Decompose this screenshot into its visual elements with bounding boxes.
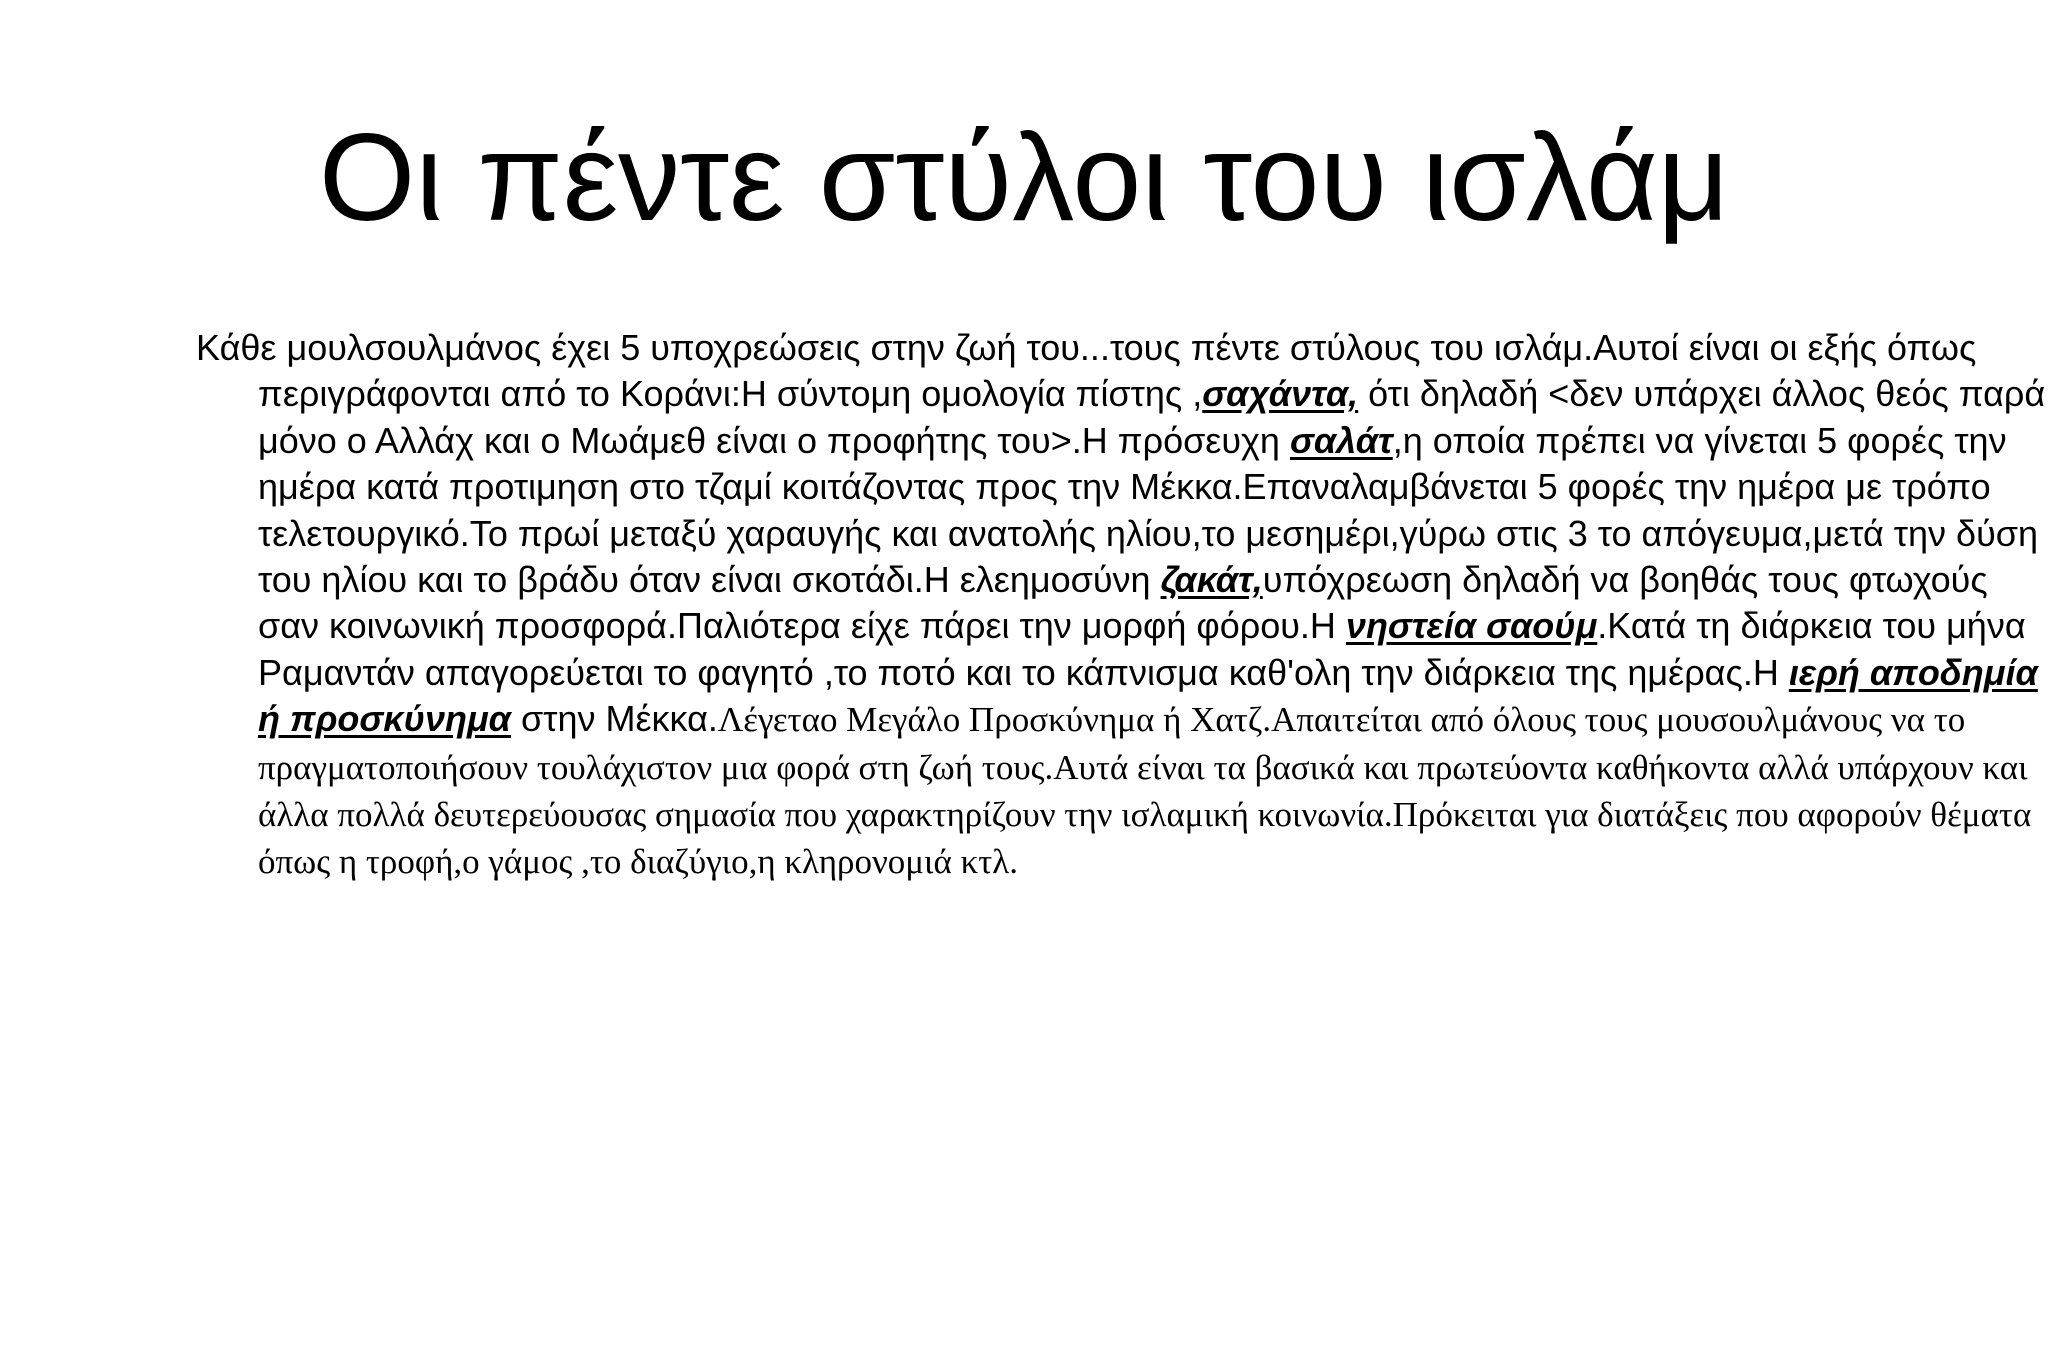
body-text-segment-serif: Λέγεταο Μεγάλο Προσκύνημα ή Χατζ.Απαιτείται από όλους τους μουσουλμάνους να το πραγματοποιήσουν τουλάχιστον μια φορά στη ζωή τους.Αυτά είναι τα βασικά και πρωτεύοντα καθήκοντα αλλά υπάρχουν και άλλα πολλά δευτερεύουσας σημασία που χαρακτηρίζουν την ισλαμική κοινωνία.Πρόκειται για διατάξεις που αφορούν θέματα όπως η τροφή,ο γάμος ,το διαζύγιο,η κληρονομιά κτλ. — [258, 700, 2032, 882]
term-shahada: σαχάντα, — [1202, 373, 1359, 415]
slide-title: Οι πέντε στύλοι του ισλάμ — [318, 109, 1730, 247]
body-text-segment: ότι δηλαδή <δεν υπάρχει άλλος θεός παρά μόνο ο Αλλάχ και ο Μωάμεθ είναι ο προφήτης του>.Η πρόσευχη — [258, 373, 2046, 461]
term-salat: σαλάτ — [1289, 419, 1393, 461]
body-text-segment: υπόχρεωση δηλαδή να βοηθάς τους φτωχούς σαν κοινωνική προσφορά.Παλιότερα είχε πάρει την μορφή φόρου.Η — [258, 559, 1988, 647]
term-sawm: νηστεία σαούμ — [1345, 605, 1598, 647]
term-zakat: ζακάτ, — [1160, 559, 1263, 601]
body-text-segment: Κάθε μουλσουλμάνος έχει 5 υποχρεώσεις στην ζωή του...τους πέντε στύλους του ισλάμ.Αυτοί είναι οι εξής όπως περιγράφονται από το Κοράνι:Η σύντομη ομολογία πίστης , — [196, 327, 1977, 415]
body-text-segment: ,η οποία πρέπει να γίνεται 5 φορές την ημέρα κατά προτιμηση στο τζαμί κοιτάζοντας προς την Μέκκα.Επαναλαμβάνεται 5 φορές την ημέρα με τρόπο τελετουργικό.Το πρωί μεταξύ χαραυγής και ανατολής ηλίου,το μεσημέρι,γύρω στις 3 το απόγευμα,μετά την δύση του ηλίου και το βράδυ όταν είναι σκοτάδι.Η ελεημοσύνη — [258, 419, 2038, 601]
term-hajj: ιερή αποδημία ή προσκύνημα — [258, 651, 2038, 740]
body-text-segment: στην Μέκκα. — [511, 698, 718, 740]
slide-body-text — [196, 325, 2048, 886]
body-text-segment: .Κατά τη διάρκεια του μήνα Ραμαντάν απαγορεύεται το φαγητό ,το ποτό και το κάπνισμα καθ'ολη την διάρκεια της ημέρας.Η — [258, 605, 2026, 693]
